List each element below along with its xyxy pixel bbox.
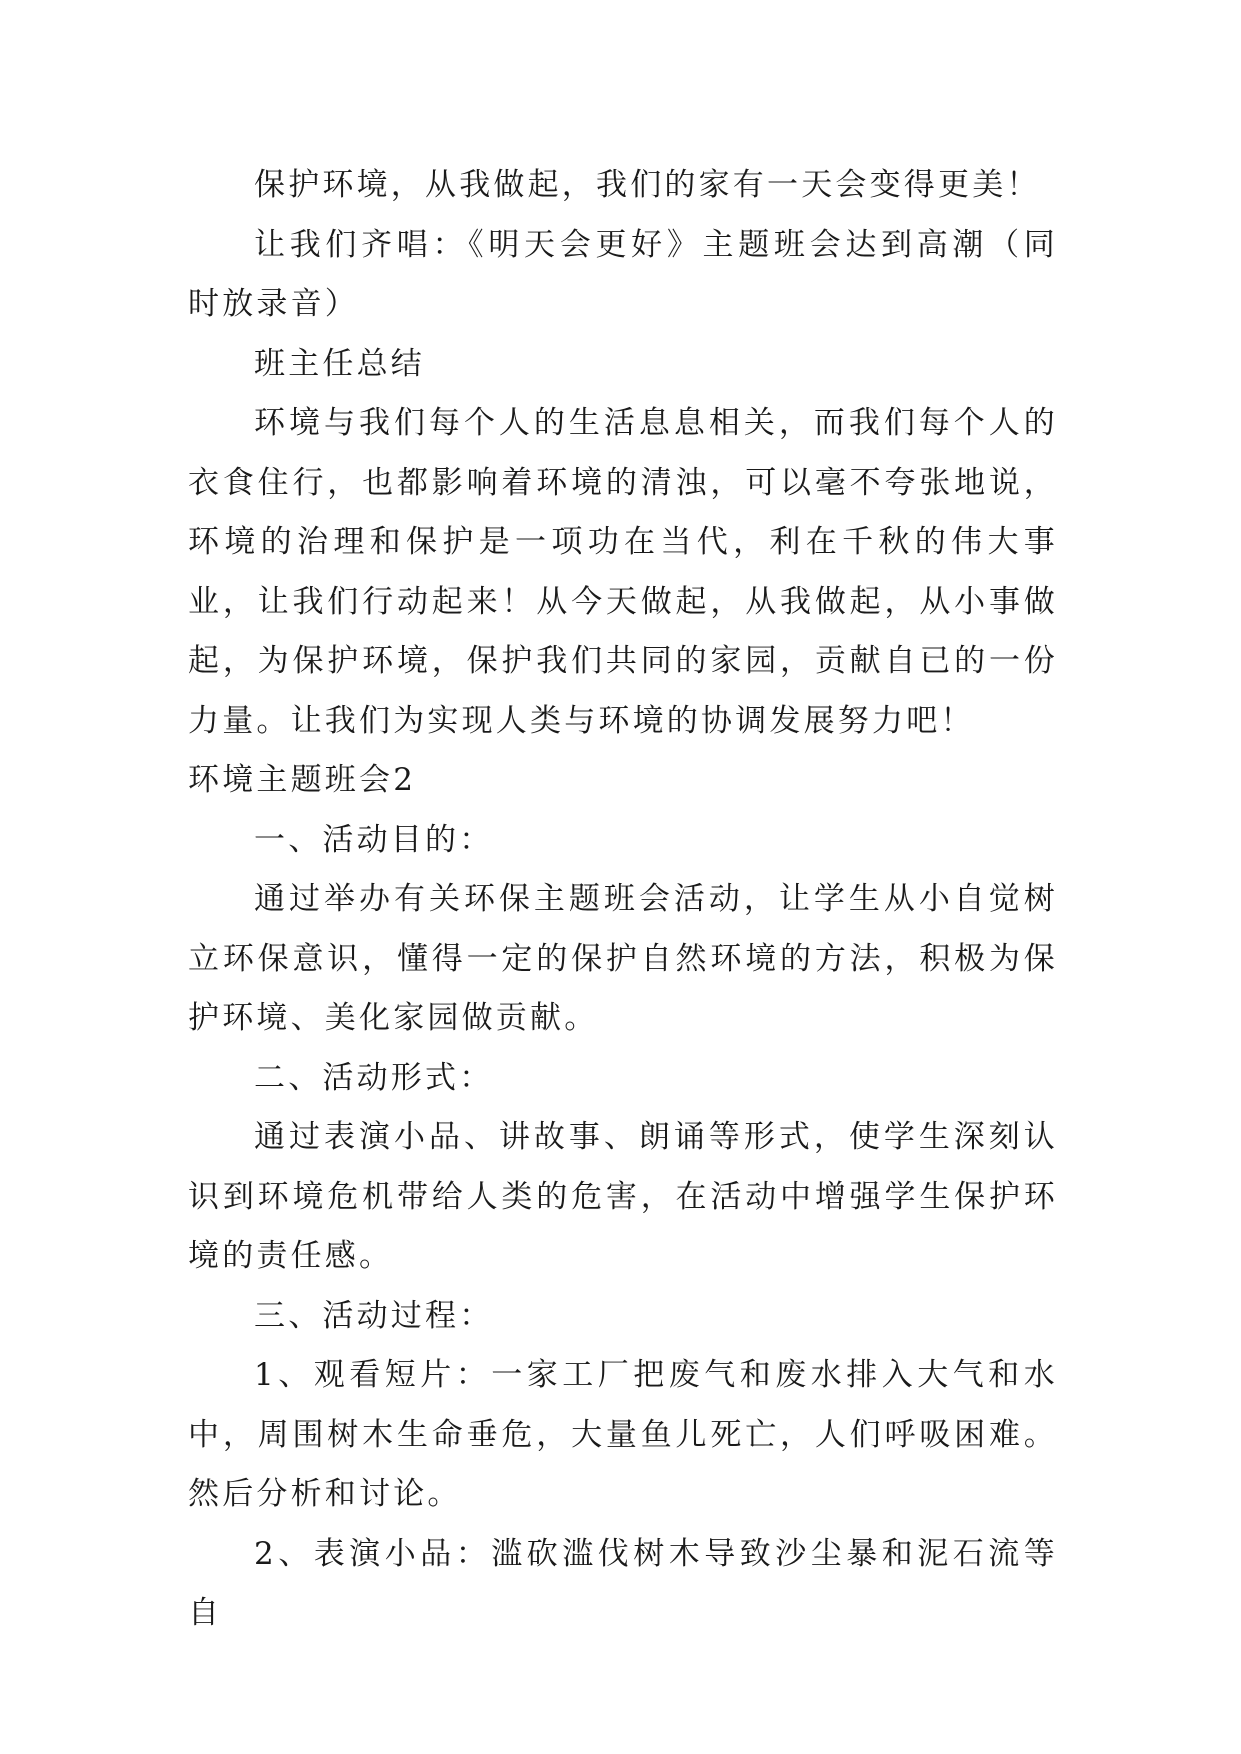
paragraph-form-heading: 二、活动形式：: [254, 1059, 494, 1096]
paragraph-process-step-1: 1、观看短片：一家工厂把废气和废水排入大气和水中，周围树木生命垂危，大量鱼儿死亡，人们呼吸困难。然后分析和讨论。: [188, 1357, 1058, 1512]
paragraph-teacher-summary-heading: 班主任总结: [254, 345, 425, 382]
paragraph-process-heading: 三、活动过程：: [254, 1297, 494, 1334]
paragraph-purpose: 通过举办有关环保主题班会活动，让学生从小自觉树立环保意识，懂得一定的保护自然环境的方法，积极为保护环境、美化家园做贡献。: [188, 881, 1058, 1036]
paragraph-process-step-2: 2、表演小品：滥砍滥伐树木导致沙尘暴和泥石流等自: [188, 1535, 1058, 1631]
paragraph-teacher-summary: 环境与我们每个人的生活息息相关，而我们每个人的衣食住行，也都影响着环境的清浊，可以毫不夸张地说，环境的治理和保护是一项功在当代，利在千秋的伟大事业，让我们行动起来！从今天做起，从我做起，从小事做起，为保护环境，保护我们共同的家园，贡献自已的一份力量。让我们为实现人类与环境的协调发展努力吧！: [188, 405, 1058, 739]
paragraph-sing-together: 让我们齐唱：《明天会更好》主题班会达到高潮（同时放录音）: [188, 226, 1058, 322]
paragraph-purpose-heading: 一、活动目的：: [254, 821, 494, 858]
section-title-class-meeting-2: 环境主题班会2: [188, 762, 417, 798]
paragraph-closing-remark: 保护环境，从我做起，我们的家有一天会变得更美！: [254, 167, 1041, 203]
document-body: [188, 156, 1058, 1644]
paragraph-form: 通过表演小品、讲故事、朗诵等形式，使学生深刻认识到环境危机带给人类的危害，在活动中增强学生保护环境的责任感。: [188, 1119, 1058, 1274]
